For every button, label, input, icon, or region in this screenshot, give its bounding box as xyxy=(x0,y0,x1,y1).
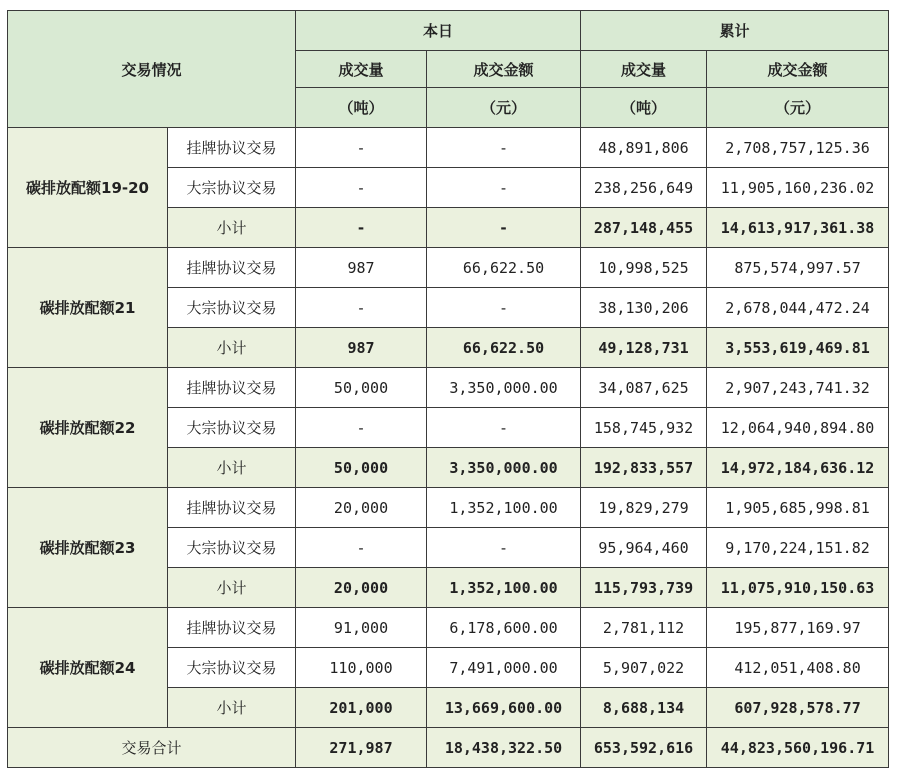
amount-label: 成交金额 xyxy=(767,60,828,79)
cum-volume: 10,998,525 xyxy=(581,248,707,288)
today-volume: 987 xyxy=(296,248,427,288)
trade-type: 挂牌协议交易 xyxy=(168,248,296,288)
cum-amount: 14,613,917,361.38 xyxy=(707,208,889,248)
today-volume: 50,000 xyxy=(296,448,427,488)
trade-type: 小计 xyxy=(168,208,296,248)
volume-label: 成交量 xyxy=(621,60,667,79)
volume-label: 成交量 xyxy=(338,60,384,79)
trade-type: 小计 xyxy=(168,448,296,488)
amount-unit: （元） xyxy=(427,88,581,128)
today-volume: - xyxy=(296,128,427,168)
cum-volume-header xyxy=(581,51,707,88)
cum-amount: 12,064,940,894.80 xyxy=(707,408,889,448)
cum-volume: 8,688,134 xyxy=(581,688,707,728)
today-amount: 7,491,000.00 xyxy=(427,648,581,688)
today-amount-header xyxy=(427,51,581,88)
today-volume: 20,000 xyxy=(296,488,427,528)
cum-volume: 49,128,731 xyxy=(581,328,707,368)
cum-volume: 287,148,455 xyxy=(581,208,707,248)
total-row xyxy=(8,728,889,768)
cum-amount: 2,678,044,472.24 xyxy=(707,288,889,328)
amount-label: 成交金额 xyxy=(473,60,534,79)
today-amount: 1,352,100.00 xyxy=(427,568,581,608)
today-amount: 66,622.50 xyxy=(427,328,581,368)
trade-type: 小计 xyxy=(168,328,296,368)
today-amount: 13,669,600.00 xyxy=(427,688,581,728)
cum-volume: 34,087,625 xyxy=(581,368,707,408)
allowance-group-name: 碳排放配额24 xyxy=(8,608,168,728)
trade-type: 挂牌协议交易 xyxy=(168,608,296,648)
cum-amount: 2,708,757,125.36 xyxy=(707,128,889,168)
table-row xyxy=(8,608,889,648)
cum-volume: 95,964,460 xyxy=(581,528,707,568)
trade-type: 挂牌协议交易 xyxy=(168,368,296,408)
today-amount: 3,350,000.00 xyxy=(427,368,581,408)
trade-info-header: 交易情况 xyxy=(8,11,296,128)
total-today-volume: 271,987 xyxy=(296,728,427,768)
today-volume: - xyxy=(296,288,427,328)
allowance-group-name: 碳排放配额23 xyxy=(8,488,168,608)
trade-summary-table xyxy=(7,10,889,768)
table-row xyxy=(8,128,889,168)
total-today-amount: 18,438,322.50 xyxy=(427,728,581,768)
amount-unit: （元） xyxy=(707,88,889,128)
trade-type: 大宗协议交易 xyxy=(168,408,296,448)
total-cum-amount: 44,823,560,196.71 xyxy=(707,728,889,768)
today-amount: 3,350,000.00 xyxy=(427,448,581,488)
cum-amount: 607,928,578.77 xyxy=(707,688,889,728)
allowance-group-name: 碳排放配额19-20 xyxy=(8,128,168,248)
today-volume: 91,000 xyxy=(296,608,427,648)
cum-volume: 48,891,806 xyxy=(581,128,707,168)
today-volume: 50,000 xyxy=(296,368,427,408)
cumulative-header: 累计 xyxy=(581,11,889,51)
cum-volume: 115,793,739 xyxy=(581,568,707,608)
today-amount: - xyxy=(427,168,581,208)
table-row xyxy=(8,368,889,408)
trade-type: 大宗协议交易 xyxy=(168,168,296,208)
cum-amount: 875,574,997.57 xyxy=(707,248,889,288)
today-amount: - xyxy=(427,208,581,248)
cum-volume: 238,256,649 xyxy=(581,168,707,208)
today-volume: - xyxy=(296,408,427,448)
cum-amount: 11,075,910,150.63 xyxy=(707,568,889,608)
volume-unit: （吨） xyxy=(581,88,707,128)
volume-unit: （吨） xyxy=(296,88,427,128)
table-body xyxy=(8,128,889,728)
today-amount: 6,178,600.00 xyxy=(427,608,581,648)
trade-type: 大宗协议交易 xyxy=(168,288,296,328)
today-volume: - xyxy=(296,208,427,248)
cum-amount: 412,051,408.80 xyxy=(707,648,889,688)
today-amount: 1,352,100.00 xyxy=(427,488,581,528)
cum-volume: 19,829,279 xyxy=(581,488,707,528)
trade-type: 小计 xyxy=(168,568,296,608)
cum-amount: 14,972,184,636.12 xyxy=(707,448,889,488)
cum-volume: 38,130,206 xyxy=(581,288,707,328)
table-row xyxy=(8,488,889,528)
trade-type: 大宗协议交易 xyxy=(168,648,296,688)
cum-amount: 2,907,243,741.32 xyxy=(707,368,889,408)
allowance-group-name: 碳排放配额22 xyxy=(8,368,168,488)
cum-amount: 195,877,169.97 xyxy=(707,608,889,648)
cum-amount: 1,905,685,998.81 xyxy=(707,488,889,528)
today-volume: 201,000 xyxy=(296,688,427,728)
today-volume: 987 xyxy=(296,328,427,368)
today-header: 本日 xyxy=(296,11,581,51)
cum-volume: 2,781,112 xyxy=(581,608,707,648)
today-volume-header xyxy=(296,51,427,88)
table-row xyxy=(8,248,889,288)
cum-amount: 11,905,160,236.02 xyxy=(707,168,889,208)
cum-amount: 9,170,224,151.82 xyxy=(707,528,889,568)
today-amount: 66,622.50 xyxy=(427,248,581,288)
today-amount: - xyxy=(427,528,581,568)
cum-volume: 158,745,932 xyxy=(581,408,707,448)
today-amount: - xyxy=(427,288,581,328)
trade-type: 挂牌协议交易 xyxy=(168,488,296,528)
trade-type: 挂牌协议交易 xyxy=(168,128,296,168)
today-amount: - xyxy=(427,128,581,168)
today-amount: - xyxy=(427,408,581,448)
cum-amount: 3,553,619,469.81 xyxy=(707,328,889,368)
today-volume: 110,000 xyxy=(296,648,427,688)
cum-amount-header xyxy=(707,51,889,88)
cum-volume: 192,833,557 xyxy=(581,448,707,488)
cum-volume: 5,907,022 xyxy=(581,648,707,688)
total-label: 交易合计 xyxy=(8,728,296,768)
total-cum-volume: 653,592,616 xyxy=(581,728,707,768)
today-volume: - xyxy=(296,168,427,208)
today-volume: 20,000 xyxy=(296,568,427,608)
allowance-group-name: 碳排放配额21 xyxy=(8,248,168,368)
trade-type: 小计 xyxy=(168,688,296,728)
today-volume: - xyxy=(296,528,427,568)
trade-type: 大宗协议交易 xyxy=(168,528,296,568)
